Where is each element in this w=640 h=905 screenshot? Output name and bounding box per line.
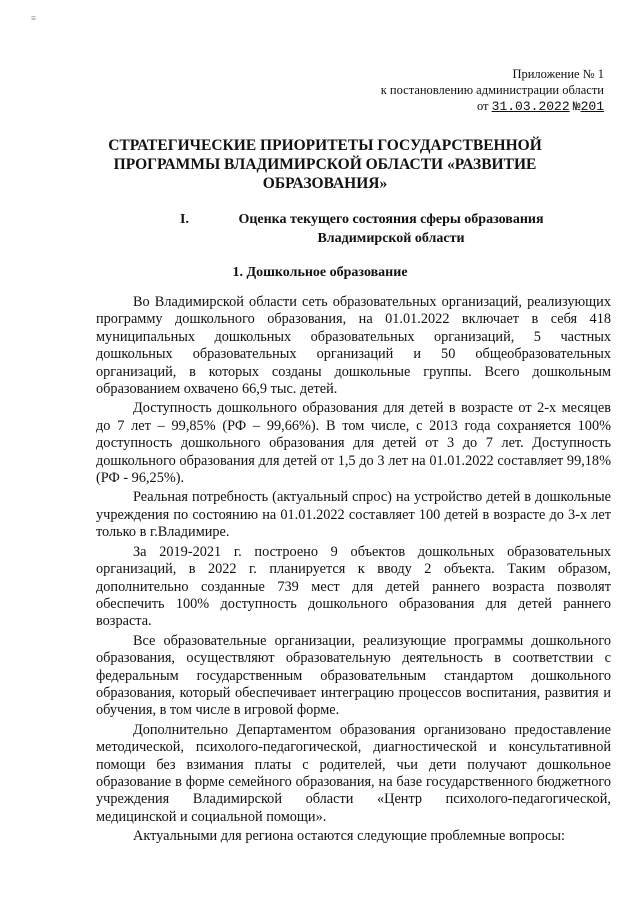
corner-mark: ≡ [31, 13, 37, 23]
document-body [96, 294, 611, 848]
appendix-header [304, 66, 604, 115]
appendix-date: 31.03.2022 [491, 99, 570, 114]
paragraph: За 2019-2021 г. построено 9 объектов дошкольных образовательных организаций, в 2022 г. планируется к вводу 2 объекта. Таким образом, дополнительно созданные 739 мест для детей раннего возраста позволят обеспечить 100% доступность дошкольного образования для детей раннего возраста. [96, 543, 611, 630]
paragraph: Актуальными для региона остаются следующие проблемные вопросы: [133, 828, 565, 845]
appendix-date-line [304, 98, 604, 115]
section-title: Оценка текущего состояния сферы образования Владимирской области [238, 212, 544, 246]
paragraph: Дополнительно Департаментом образования организовано предоставление методической, психолого-педагогической, диагностической и консультативной помощи без взимания платы с родителей, чьи дети получают дошкольное образование в форме семейного образования, на базе государственного бюджетного учреждения Владимирской области «Центр психолого-педагогической, медицинской и социальной помощи». [96, 721, 611, 825]
appendix-line-2: к постановлению администрации области [380, 83, 604, 97]
paragraph: Доступность дошкольного образования для детей в возрасте от 2-х месяцев до 7 лет – 99,85% (РФ – 99,66%). В том числе, с 2013 года сохраняется 100% доступность дошкольного образования для детей от 3 до 7 лет. Доступность дошкольного образования для детей от 1,5 до 3 лет на 01.01.2022 составляет 99,18% (РФ - 96,25%). [96, 400, 611, 487]
subsection-heading: 1. Дошкольное образование [232, 265, 408, 280]
section-numeral: I. [180, 212, 189, 227]
paragraph: Реальная потребность (актуальный спрос) на устройство детей в дошкольные учреждения по состоянию на 01.01.2022 составляет 100 детей в возрасте до 3-х лет только в г.Владимире. [96, 489, 611, 541]
document-title: СТРАТЕГИЧЕСКИЕ ПРИОРИТЕТЫ ГОСУДАРСТВЕННОЙ ПРОГРАММЫ ВЛАДИМИРСКОЙ ОБЛАСТИ «РАЗВИТИЕ ОБРАЗОВАНИЯ» [108, 137, 542, 192]
appendix-number-sign: № [572, 99, 581, 114]
paragraph: Во Владимирской области сеть образовательных организаций, реализующих программу дошкольного образования, на 01.01.2022 включает в себя 418 муниципальных дошкольных образовательных организаций, 5 частных дошкольных образовательных организаций и 50 общеобразовательных организаций, в которых созданы дошкольные группы. Всего дошкольным образованием охвачено 66,9 тыс. детей. [96, 294, 611, 398]
appendix-number: 201 [580, 99, 604, 114]
appendix-line-1: Приложение № 1 [512, 67, 604, 81]
appendix-prefix: от [476, 99, 489, 113]
section-heading [60, 210, 580, 248]
paragraph: Все образовательные организации, реализующие программы дошкольного образования, осуществляют образовательную деятельность в соответствии с федеральным государственным образовательным стандартом дошкольного образования, который обеспечивает интеграцию процессов воспитания, развития и обучения, в том числе в игровой форме. [96, 632, 611, 719]
